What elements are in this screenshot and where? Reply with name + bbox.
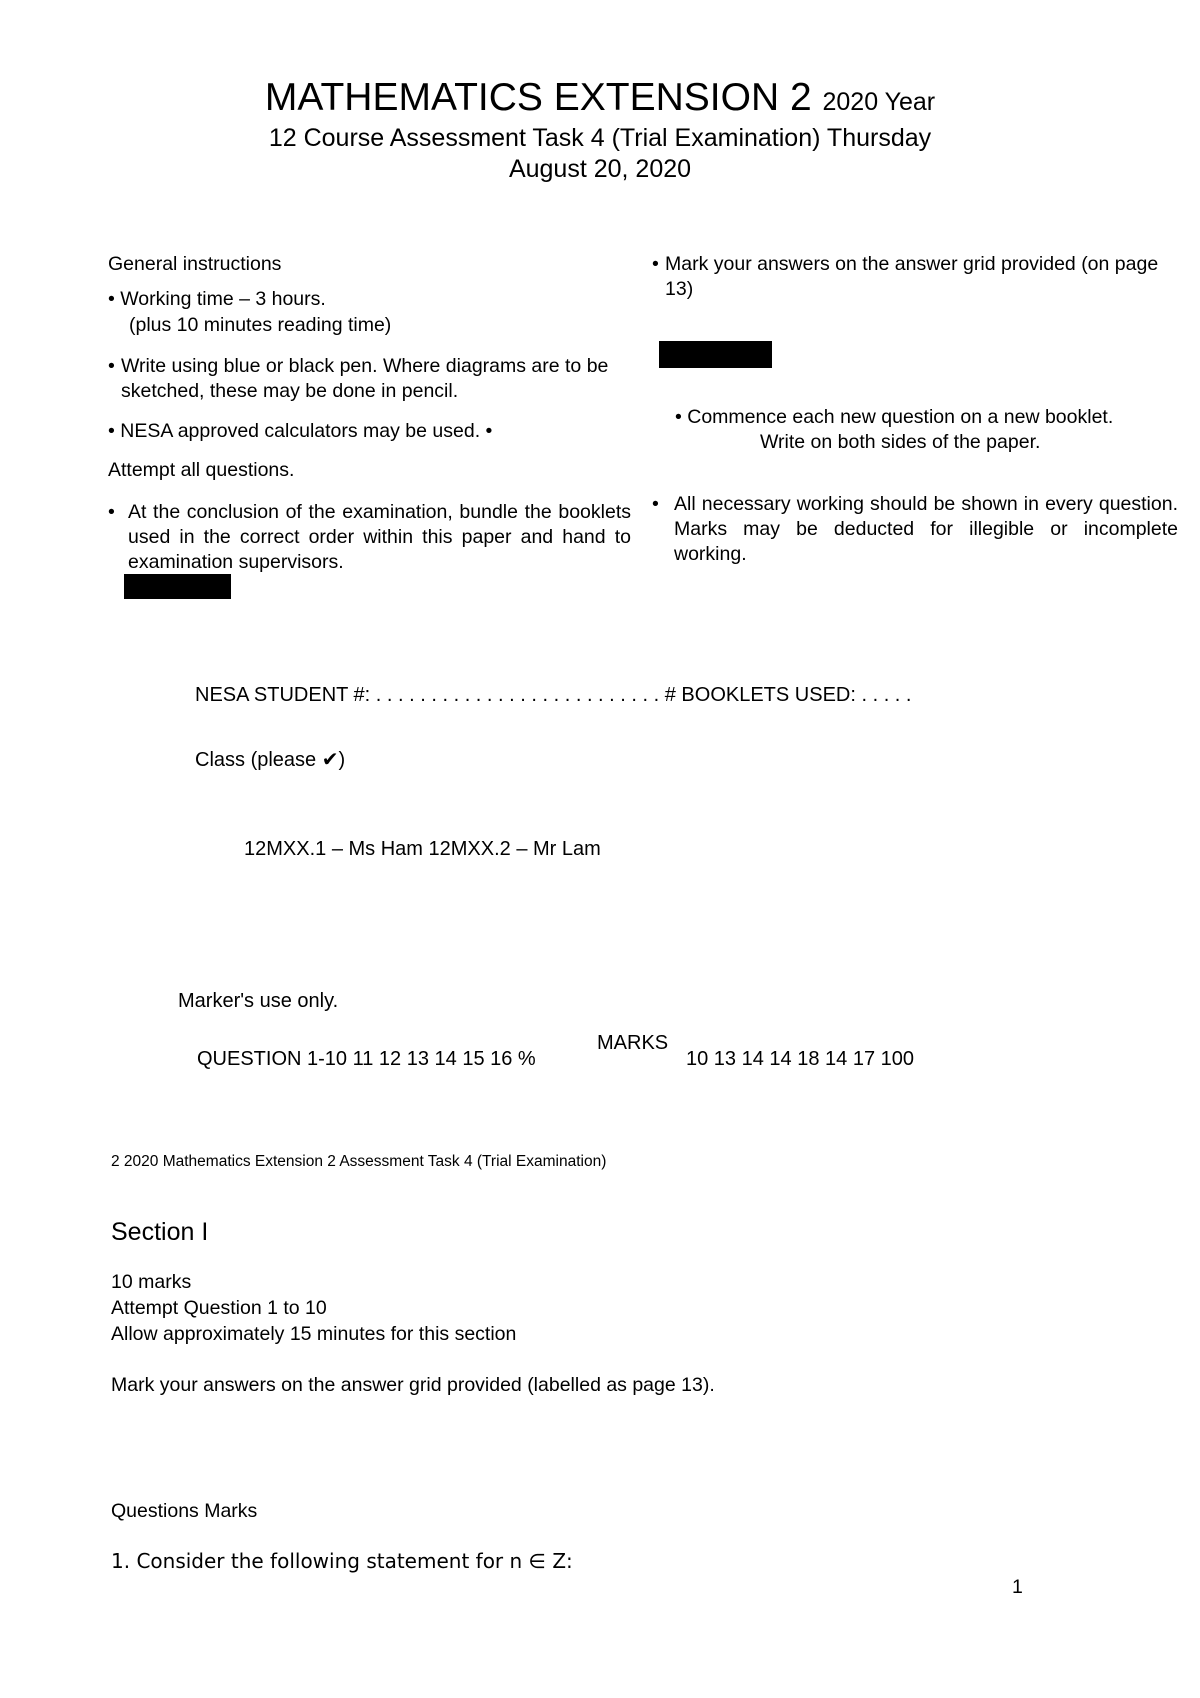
instruction-attempt: Attempt all questions. [108,459,295,481]
instruction-calculators: • NESA approved calculators may be used. • [108,420,493,442]
exam-title-main: MATHEMATICS EXTENSION 2 [264,76,812,119]
section-title: Section I [111,1218,209,1246]
class-options: 12MXX.1 – Ms Ham 12MXX.2 – Mr Lam [244,838,601,860]
column-headings: Questions Marks [111,1500,258,1522]
marker-question-row: QUESTION 1-10 11 12 13 14 15 16 % [197,1048,536,1070]
instruction-reading-time: (plus 10 minutes reading time) [129,314,392,336]
exam-title [0,76,1200,120]
marker-marks-row: 10 13 14 14 18 14 17 100 [686,1048,914,1070]
question-1: 1. Consider the following statement for n ∈ Z: [111,1549,573,1573]
instruction-working-time: • Working time – 3 hours. [108,288,326,310]
running-header: 2 2020 Mathematics Extension 2 Assessment Task 4 (Trial Examination) [111,1153,607,1170]
bullet: • [652,493,659,515]
instruction-working: • All necessary working should be shown in every question. Marks may be deducted for illegible or incomplete working. [652,493,1178,565]
bullet: • [108,420,115,442]
redaction-box [659,341,772,368]
nesa-student-line: NESA STUDENT #: . . . . . . . . . . . . . . . . . . . . . . . . . . # BOOKLETS USED: . . . . . [195,684,912,706]
markers-use-label: Marker's use only. [178,990,339,1012]
page-number: 1 [1012,1576,1023,1598]
section-marks: 10 marks [111,1271,192,1293]
instruction-commence: • Commence each new question on a new booklet. [675,406,1114,428]
bullet: • [652,253,659,275]
instruction-conclusion: • At the conclusion of the examination, bundle the booklets used in the correct order within this paper and hand to examination supervisors. [108,501,631,573]
instruction-both-sides: Write on both sides of the paper. [760,431,1041,453]
instruction-answer-grid: • Mark your answers on the answer grid provided (on page 13) [652,253,1159,300]
bullet: • [108,501,115,523]
marker-marks-label: MARKS [597,1032,669,1054]
section-allow: Allow approximately 15 minutes for this section [111,1323,517,1345]
exam-title-year: 2020 Year [822,88,936,116]
section-mark-grid: Mark your answers on the answer grid provided (labelled as page 13). [111,1374,715,1396]
bullet: • [675,406,682,428]
bullet: • [108,355,115,377]
redaction-box [124,574,231,599]
class-prompt: Class (please ✔) [195,749,346,771]
section-attempt: Attempt Question 1 to 10 [111,1297,327,1319]
instructions-heading: General instructions [108,253,282,275]
bullet: • [108,288,115,310]
instruction-pen: • Write using blue or black pen. Where diagrams are to be sketched, these may be done in pencil. [108,355,609,402]
exam-subtitle-line1: 12 Course Assessment Task 4 (Trial Examination) Thursday [268,124,932,152]
exam-date: August 20, 2020 [508,155,692,183]
